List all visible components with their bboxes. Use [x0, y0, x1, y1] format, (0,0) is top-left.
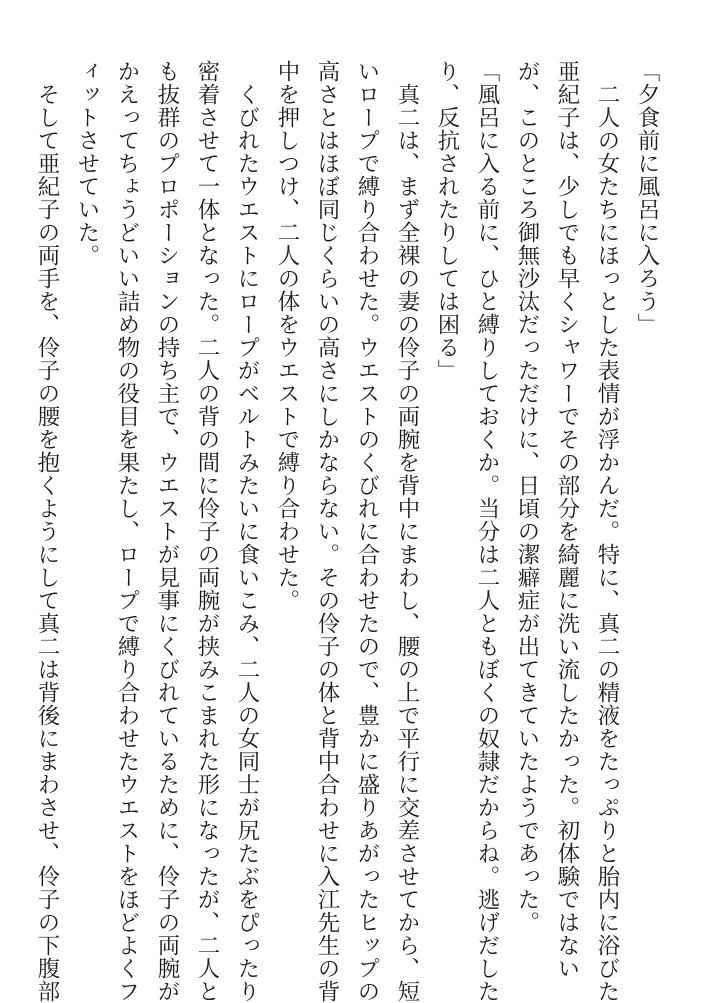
text-line-15: ィットさせていた。 [74, 60, 100, 267]
text-line-4: が、このところ御無沙汰だっただけに、日頃の潔癖症が出てきていたようであった。 [514, 60, 540, 934]
text-line-14: かえってちょうどいい詰め物の役目を果たし、ロープで縛り合わせたウエストをほどよくフ [114, 60, 140, 1003]
text-line-13: も抜群のプロポーションの持ち主で、ウエストが見事にくびれているために、伶子の両腕が [154, 60, 180, 1003]
text-line-1: 「夕食前に風呂に入ろう」 [634, 60, 660, 336]
text-line-10: 中を押しつけ、二人の体をウエストで縛り合わせた。 [274, 60, 300, 612]
text-line-5: 「風呂に入る前に、ひと縛りしておくか。当分は二人ともぼくの奴隷だからね。逃げだした [474, 60, 500, 1003]
text-line-9: 高さとはほぼ同じくらいの高さにしかならない。その伶子の体と背中合わせに入江先生の背 [314, 60, 340, 1003]
text-line-2: 二人の女たちにほっとした表情が浮かんだ。特に、真二の精液をたっぷりと胎内に浴びた [594, 60, 620, 1003]
text-line-6: り、反抗されたりしては困る」 [434, 60, 460, 382]
text-line-3: 亜紀子は、少しでも早くシャワーでその部分を綺麗に洗い流したかった。初体験ではない [554, 60, 580, 980]
text-line-12: 密着させて一体となった。二人の背の間に伶子の両腕が挟みこまれた形になったが、二人と [194, 60, 220, 1003]
text-line-7: 真二は、まず全裸の妻の伶子の両腕を背中にまわし、腰の上で平行に交差させてから、短 [394, 60, 420, 1003]
text-line-11: くびれたウエストにロープがベルトみたいに食いこみ、二人の女同士が尻たぶをぴったり [234, 60, 260, 1003]
text-line-8: いロープで縛り合わせた。ウエストのくびれに合わせたので、豊かに盛りあがったヒップの [354, 60, 380, 1003]
text-line-16: そして亜紀子の両手を、伶子の腰を抱くようにして真二は背後にまわさせ、伶子の下腹部 [34, 60, 60, 1003]
